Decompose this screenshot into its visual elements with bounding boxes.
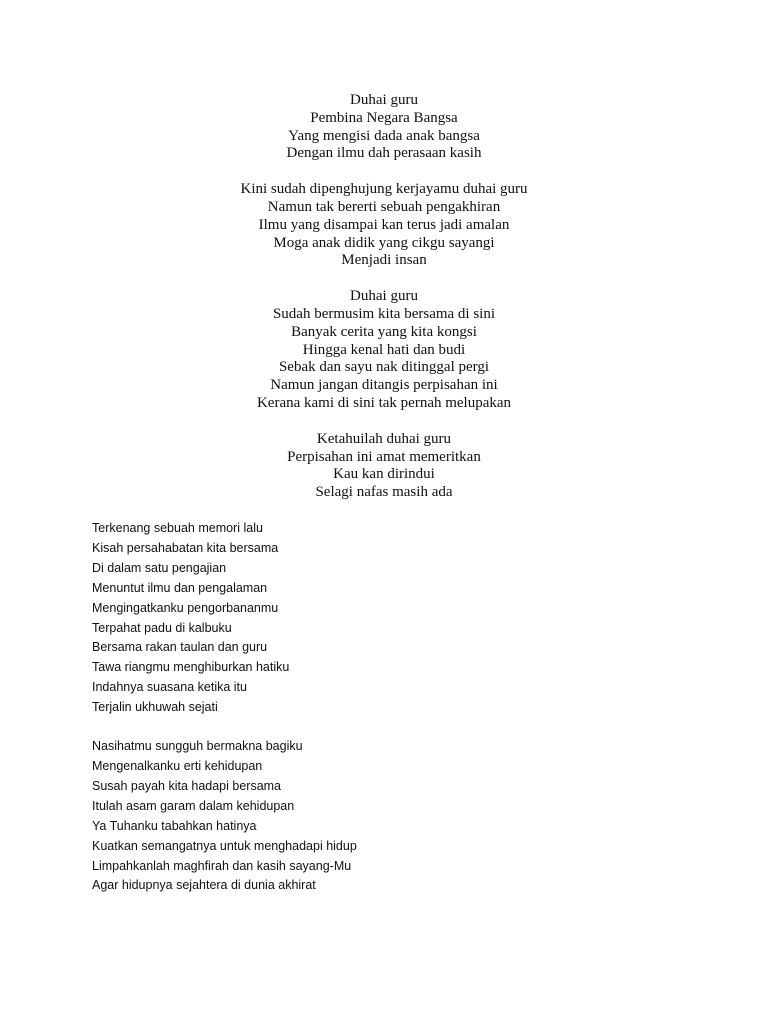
poem-line: Mengenalkanku erti kehidupan <box>92 758 263 773</box>
poem-line: Menuntut ilmu dan pengalaman <box>92 580 268 595</box>
poem-line: Pembina Negara Bangsa <box>310 109 458 126</box>
poem-line: Nasihatmu sungguh bermakna bagiku <box>92 739 303 754</box>
poem-line: Namun jangan ditangis perpisahan ini <box>270 377 498 394</box>
poem-line: Limpahkanlah maghfirah dan kasih sayang-Mu <box>92 858 352 873</box>
poem-line: Kuatkan semangatnya untuk menghadapi hidup <box>92 838 357 853</box>
poem-line: Terkenang sebuah memori lalu <box>92 521 263 535</box>
centered-stanza-4 <box>0 431 768 502</box>
poem-line: Duhai guru <box>350 92 418 108</box>
poem-line: Perpisahan ini amat memeritkan <box>287 448 481 465</box>
poem-line: Bersama rakan taulan dan guru <box>92 640 268 655</box>
poem-line: Kisah persahabatan kita bersama <box>92 540 279 555</box>
poem-line: Selagi nafas masih ada <box>315 484 453 501</box>
poem-line: Namun tak bererti sebuah pengakhiran <box>267 198 501 215</box>
poem-line: Terjalin ukhuwah sejati <box>92 700 218 715</box>
poem-line: Moga anak didik yang cikgu sayangi <box>273 234 495 251</box>
left-stanza-2 <box>92 737 692 896</box>
left-aligned-poem <box>92 519 692 915</box>
centered-stanza-3 <box>0 288 768 413</box>
poem-line: Tawa riangmu menghiburkan hatiku <box>92 660 290 675</box>
poem-line: Menjadi insan <box>341 252 427 269</box>
poem-line: Ketahuilah duhai guru <box>316 430 452 447</box>
poem-line: Sebak dan sayu nak ditinggal pergi <box>278 359 490 376</box>
centered-poem <box>0 92 768 520</box>
poem-line: Sudah bermusim kita bersama di sini <box>272 305 496 322</box>
poem-line: Ilmu yang disampai kan terus jadi amalan <box>258 216 510 233</box>
poem-line: Kerana kami di sini tak pernah melupakan <box>256 394 512 411</box>
poem-line: Terpahat padu di kalbuku <box>92 620 232 635</box>
centered-stanza-2 <box>0 181 768 270</box>
poem-line: Banyak cerita yang kita kongsi <box>291 323 477 340</box>
poem-line: Mengingatkanku pengorbananmu <box>92 600 279 615</box>
poem-line: Hingga kenal hati dan budi <box>302 341 466 358</box>
centered-stanza-1 <box>0 92 768 163</box>
poem-line: Agar hidupnya sejahtera di dunia akhirat <box>92 878 316 893</box>
poem-line: Kau kan dirindui <box>333 466 435 483</box>
poem-line: Duhai guru <box>350 288 418 305</box>
poem-line: Kini sudah dipenghujung kerjayamu duhai guru <box>240 181 528 198</box>
poem-line: Susah payah kita hadapi bersama <box>92 778 282 793</box>
poem-line: Dengan ilmu dah perasaan kasih <box>286 145 482 162</box>
poem-line: Itulah asam garam dalam kehidupan <box>92 798 295 813</box>
left-stanza-1 <box>92 519 692 718</box>
poem-line: Di dalam satu pengajian <box>92 560 227 575</box>
poem-line: Ya Tuhanku tabahkan hatinya <box>92 818 257 833</box>
poem-line: Yang mengisi dada anak bangsa <box>288 127 480 144</box>
poem-line: Indahnya suasana ketika itu <box>92 680 247 695</box>
